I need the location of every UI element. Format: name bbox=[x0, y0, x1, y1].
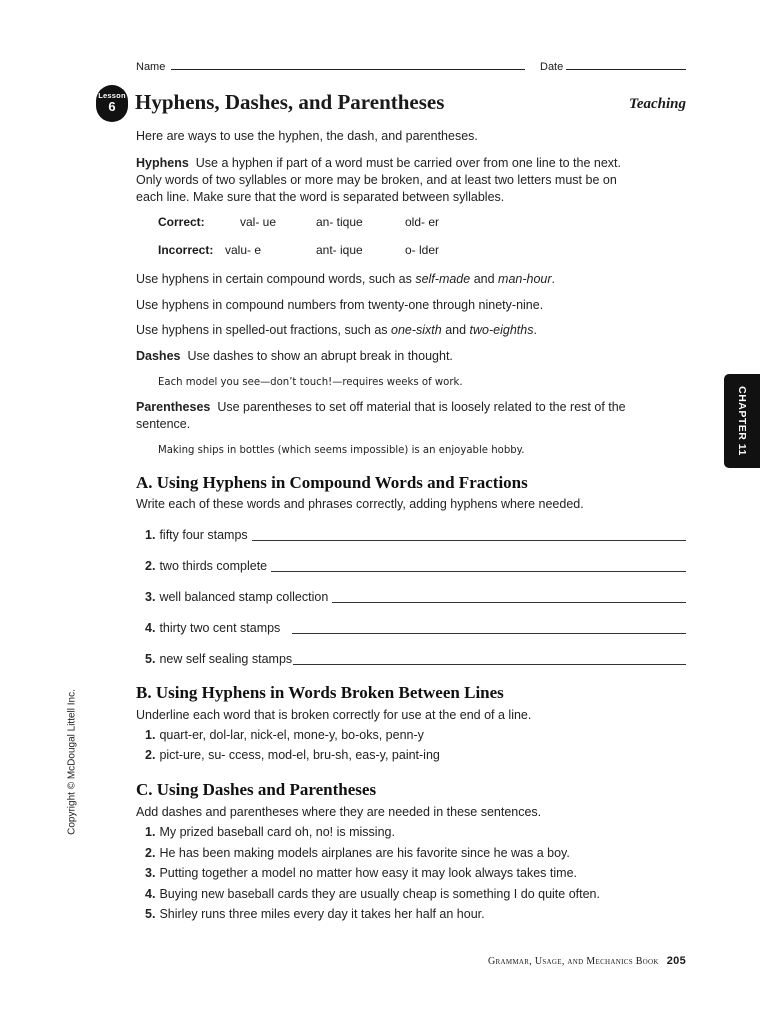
section-c-item bbox=[145, 887, 600, 901]
rule-text: Use hyphens in spelled-out fractions, such as bbox=[136, 323, 391, 337]
lesson-badge bbox=[96, 85, 128, 122]
parentheses-text: Use parentheses to set off material that is loosely related to the rest of the sentence. bbox=[136, 400, 626, 431]
incorrect-label: Incorrect: bbox=[158, 243, 214, 257]
lesson-number: 6 bbox=[108, 99, 116, 114]
item-text[interactable]: Buying new baseball cards they are usually cheap is something I do quite often. bbox=[159, 887, 600, 901]
answer-line[interactable] bbox=[293, 652, 686, 665]
rule-example: self-made bbox=[415, 272, 471, 286]
dashes-label: Dashes bbox=[136, 349, 181, 363]
item-text[interactable]: pict-ure, su- ccess, mod-el, bru-sh, eas-y, paint-ing bbox=[159, 748, 440, 762]
rule-text: . bbox=[551, 272, 556, 286]
item-number: 5. bbox=[145, 652, 156, 666]
item-number: 3. bbox=[145, 590, 156, 604]
dashes-example: Each model you see—don’t touch!—requires weeks of work. bbox=[158, 375, 463, 388]
section-b-title: B. Using Hyphens in Words Broken Between Lines bbox=[136, 683, 504, 702]
lesson-word: Lesson bbox=[98, 91, 126, 100]
answer-line[interactable] bbox=[332, 590, 686, 603]
item-text: fifty four stamps bbox=[159, 528, 248, 542]
parentheses-label: Parentheses bbox=[136, 400, 211, 414]
name-label: Name bbox=[136, 61, 166, 73]
intro-text: Here are ways to use the hyphen, the dash, and parentheses. bbox=[136, 129, 478, 143]
section-c-item bbox=[145, 825, 395, 839]
page-footer bbox=[488, 955, 686, 967]
correct-example: val- ue bbox=[240, 215, 277, 229]
item-text: well balanced stamp collection bbox=[159, 590, 329, 604]
item-number: 1. bbox=[145, 728, 156, 742]
item-text[interactable]: quart-er, dol-lar, nick-el, mone-y, bo-oks, penn-y bbox=[159, 728, 424, 742]
correct-example: old- er bbox=[405, 215, 440, 229]
item-text[interactable]: Putting together a model no matter how easy it may look always takes time. bbox=[159, 866, 577, 880]
answer-line[interactable] bbox=[252, 528, 686, 541]
rule-text: and bbox=[441, 323, 470, 337]
answer-line[interactable] bbox=[292, 621, 686, 634]
section-a-item bbox=[145, 590, 686, 606]
section-a-item bbox=[145, 559, 686, 575]
compound-numbers-rule: Use hyphens in compound numbers from twenty-one through ninety-nine. bbox=[136, 298, 544, 312]
hyphens-label: Hyphens bbox=[136, 156, 189, 170]
parentheses-rule bbox=[136, 399, 636, 433]
dashes-rule bbox=[136, 348, 636, 365]
section-a-instructions: Write each of these words and phrases correctly, adding hyphens where needed. bbox=[136, 497, 584, 511]
chapter-tab bbox=[724, 374, 760, 468]
item-number: 1. bbox=[145, 825, 156, 839]
item-number: 2. bbox=[145, 559, 156, 573]
parentheses-example: Making ships in bottles (which seems impossible) is an enjoyable hobby. bbox=[158, 443, 525, 456]
item-text: two thirds complete bbox=[159, 559, 268, 573]
section-c-item bbox=[145, 907, 485, 921]
teaching-tag: Teaching bbox=[629, 96, 686, 112]
fractions-rule bbox=[136, 322, 636, 339]
section-c-instructions: Add dashes and parentheses where they are needed in these sentences. bbox=[136, 805, 542, 819]
date-label: Date bbox=[540, 61, 564, 73]
rule-example: one-sixth bbox=[391, 323, 442, 337]
correct-example: an- tique bbox=[316, 215, 363, 229]
page-title: Hyphens, Dashes, and Parentheses bbox=[135, 90, 445, 114]
book-title: Grammar, Usage, and Mechanics Book bbox=[488, 956, 659, 967]
rule-text: and bbox=[470, 272, 499, 286]
item-text[interactable]: Shirley runs three miles every day it takes her half an hour. bbox=[159, 907, 485, 921]
item-number: 5. bbox=[145, 907, 156, 921]
item-text[interactable]: My prized baseball card oh, no! is missing. bbox=[159, 825, 395, 839]
item-number: 2. bbox=[145, 846, 156, 860]
section-c-item bbox=[145, 866, 577, 880]
section-c-title: C. Using Dashes and Parentheses bbox=[136, 780, 377, 799]
item-number: 2. bbox=[145, 748, 156, 762]
rule-example: two-eighths bbox=[469, 323, 534, 337]
compound-words-rule bbox=[136, 271, 636, 288]
item-number: 3. bbox=[145, 866, 156, 880]
item-text[interactable]: He has been making models airplanes are his favorite since he was a boy. bbox=[159, 846, 570, 860]
section-b-instructions: Underline each word that is broken correctly for use at the end of a line. bbox=[136, 708, 532, 722]
section-a-title: A. Using Hyphens in Compound Words and Fractions bbox=[136, 473, 528, 492]
chapter-tab-label: CHAPTER 11 bbox=[736, 386, 748, 456]
answer-line[interactable] bbox=[271, 559, 686, 572]
item-number: 4. bbox=[145, 887, 156, 901]
item-text: thirty two cent stamps bbox=[159, 621, 281, 635]
item-number: 1. bbox=[145, 528, 156, 542]
hyphens-rule bbox=[136, 155, 626, 206]
section-b-item bbox=[145, 728, 424, 742]
section-a-item bbox=[145, 621, 686, 637]
section-c-item bbox=[145, 846, 570, 860]
section-b-item bbox=[145, 748, 440, 762]
dashes-text: Use dashes to show an abrupt break in thought. bbox=[187, 349, 453, 363]
incorrect-example: valu- e bbox=[225, 243, 262, 257]
rule-example: man-hour bbox=[498, 272, 552, 286]
name-field[interactable] bbox=[171, 69, 525, 70]
date-field[interactable] bbox=[566, 69, 686, 70]
rule-text: . bbox=[533, 323, 537, 337]
correct-label: Correct: bbox=[158, 215, 205, 229]
section-a-item bbox=[145, 652, 686, 668]
item-text: new self sealing stamps bbox=[159, 652, 293, 666]
item-number: 4. bbox=[145, 621, 156, 635]
rule-text: Use hyphens in certain compound words, such as bbox=[136, 272, 416, 286]
hyphens-text: Use a hyphen if part of a word must be carried over from one line to the next. Only words of two syllables or more may be broken, and at least two letters must be on each line. Make sure that the word is separated between syllables. bbox=[136, 156, 621, 204]
incorrect-example: ant- ique bbox=[316, 243, 363, 257]
incorrect-example: o- lder bbox=[405, 243, 440, 257]
page-number: 205 bbox=[666, 955, 686, 967]
section-a-item bbox=[145, 528, 686, 544]
copyright-text: Copyright © McDougal Littell Inc. bbox=[66, 689, 78, 835]
